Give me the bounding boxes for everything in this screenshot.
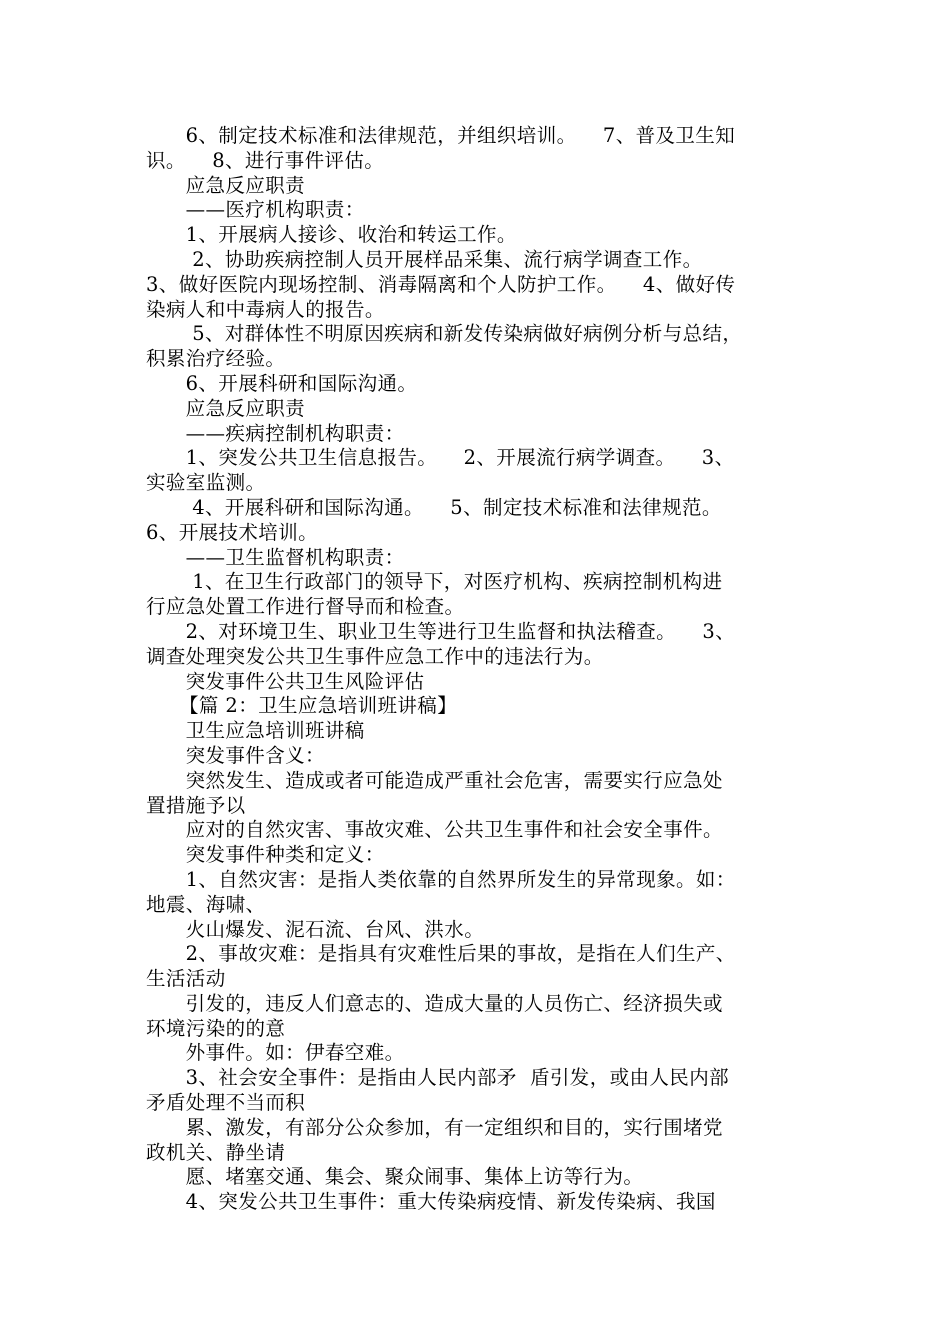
text-line: 置措施予以 [146, 793, 246, 817]
text-line: 环境污染的的意 [146, 1016, 286, 1040]
text-line: 5、对群体性不明原因疾病和新发传染病做好病例分析与总结， [146, 322, 743, 346]
document-body [146, 124, 810, 1215]
subsection-heading: ——卫生监督机构职责： [146, 545, 405, 569]
section-heading: 突发事件含义： [146, 743, 325, 767]
section-heading: 突发事件公共卫生风险评估 [146, 669, 425, 693]
text-line: 生活活动 [146, 967, 226, 991]
text-line: 行应急处置工作进行督导而和检查。 [146, 595, 465, 619]
text-line: 3、社会安全事件：是指由人民内部矛 盾引发，或由人民内部 [146, 1066, 729, 1090]
section-heading: 应急反应职责 [146, 396, 305, 420]
text-line: 愿、堵塞交通、集会、聚众闹事、集体上访等行为。 [146, 1165, 644, 1189]
text-line: 6、开展技术培训。 [146, 520, 319, 544]
text-line: 地震、海啸、 [146, 892, 266, 916]
text-line: 累、激发，有部分公众参加，有一定组织和目的，实行围堵党 [146, 1115, 723, 1139]
text-line: 6、制定技术标准和法律规范，并组织培训。 7、普及卫生知 [146, 124, 736, 147]
subsection-heading: ——疾病控制机构职责： [146, 421, 405, 445]
text-line: 政机关、静坐请 [146, 1140, 286, 1164]
chapter-title: 【篇 2：卫生应急培训班讲稿】 [146, 694, 458, 718]
text-line: 2、对环境卫生、职业卫生等进行卫生监督和执法稽查。 3、 [146, 619, 736, 643]
text-line: 2、事故灾难：是指具有灾难性后果的事故，是指在人们生产、 [146, 942, 736, 966]
text-line: 4、开展科研和国际沟通。 5、制定技术标准和法律规范。 [146, 495, 722, 519]
document-title: 卫生应急培训班讲稿 [146, 719, 365, 743]
text-line: 1、自然灾害：是指人类依靠的自然界所发生的异常现象。如： [146, 867, 736, 891]
text-line: 积累治疗经验。 [146, 347, 286, 371]
text-line: 实验室监测。 [146, 471, 266, 495]
text-line: 外事件。如：伊春空难。 [146, 1041, 405, 1065]
text-line: 突然发生、造成或者可能造成严重社会危害，需要实行应急处 [146, 768, 723, 792]
text-line: 引发的，违反人们意志的、造成大量的人员伤亡、经济损失或 [146, 991, 723, 1015]
text-line: 矛盾处理不当而积 [146, 1091, 306, 1115]
text-line: 1、突发公共卫生信息报告。 2、开展流行病学调查。 3、 [146, 446, 735, 470]
text-line: 识。 8、进行事件评估。 [146, 148, 385, 172]
text-line: 1、开展病人接诊、收治和转运工作。 [146, 223, 517, 247]
text-line: 染病人和中毒病人的报告。 [146, 297, 385, 321]
text-line: 2、协助疾病控制人员开展样品采集、流行病学调查工作。 [146, 247, 703, 271]
text-line: 3、做好医院内现场控制、消毒隔离和个人防护工作。 4、做好传 [146, 272, 736, 296]
text-line: 4、突发公共卫生事件：重大传染病疫情、新发传染病、我国 [146, 1190, 716, 1214]
text-line: 调查处理突发公共卫生事件应急工作中的违法行为。 [146, 644, 604, 668]
text-line: 1、在卫生行政部门的领导下，对医疗机构、疾病控制机构进 [146, 570, 723, 594]
text-line: 火山爆发、泥石流、台风、洪水。 [146, 917, 485, 941]
section-heading: 应急反应职责 [146, 173, 305, 197]
subsection-heading: ——医疗机构职责： [146, 198, 365, 222]
text-line: 6、开展科研和国际沟通。 [146, 371, 418, 395]
section-heading: 突发事件种类和定义： [146, 843, 385, 867]
text-line: 应对的自然灾害、事故灾难、公共卫生事件和社会安全事件。 [146, 818, 723, 842]
